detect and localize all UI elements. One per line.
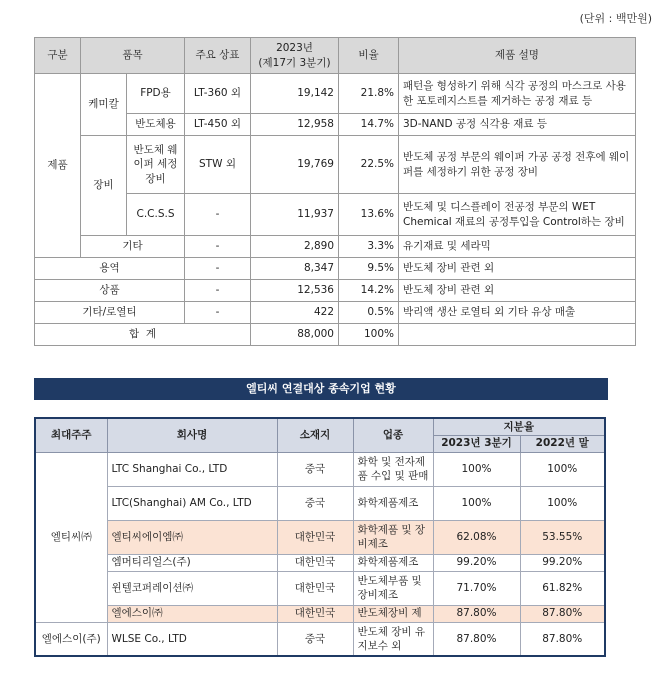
location-cell: 대한민국 <box>277 571 353 605</box>
share-2022-cell: 87.80% <box>520 622 605 656</box>
item-cell: 반도체 웨이퍼 세정장비 <box>127 136 185 194</box>
amount-cell: 11,937 <box>251 194 339 236</box>
header-major-holder: 최대주주 <box>35 418 107 452</box>
group-products: 제품 <box>35 74 81 258</box>
header-amount <box>251 38 339 74</box>
ratio-cell: 22.5% <box>339 136 399 194</box>
header-amount-line2: (제17기 3분기) <box>258 56 331 69</box>
company-cell: WLSE Co., LTD <box>107 622 277 656</box>
share-q3-cell: 71.70% <box>433 571 520 605</box>
table-row <box>35 236 636 258</box>
table2-header-row <box>35 418 605 435</box>
ratio-cell: 14.2% <box>339 280 399 302</box>
table-row <box>35 452 605 486</box>
share-q3-cell: 87.80% <box>433 622 520 656</box>
header-share: 지분율 <box>433 418 605 435</box>
company-cell: 윈텔코퍼레이션㈜ <box>107 571 277 605</box>
ratio-cell: 21.8% <box>339 74 399 114</box>
ratio-cell: 3.3% <box>339 236 399 258</box>
company-cell: 엠머티리얼스(주) <box>107 554 277 571</box>
business-cell: 화학제품제조 <box>353 486 433 520</box>
location-cell: 중국 <box>277 486 353 520</box>
amount-cell: 19,142 <box>251 74 339 114</box>
header-item: 품목 <box>81 38 185 74</box>
business-cell: 화학제품 및 장비제조 <box>353 520 433 554</box>
item-cell: 용역 <box>35 258 185 280</box>
table-row <box>35 136 636 194</box>
share-q3-cell: 100% <box>433 486 520 520</box>
item-cell: C.C.S.S <box>127 194 185 236</box>
table-row <box>35 302 636 324</box>
brand-cell: LT-450 외 <box>185 114 251 136</box>
brand-cell: LT-360 외 <box>185 74 251 114</box>
item-cell: 기타/로열티 <box>35 302 185 324</box>
total-amount: 88,000 <box>251 324 339 346</box>
total-row <box>35 324 636 346</box>
brand-cell: STW 외 <box>185 136 251 194</box>
holder-lse: 엘에스이(주) <box>35 622 107 656</box>
description-cell: 반도체 장비 관련 외 <box>399 280 636 302</box>
share-q3-cell: 100% <box>433 452 520 486</box>
share-2022-cell: 100% <box>520 452 605 486</box>
header-company: 회사명 <box>107 418 277 452</box>
description-cell: 반도체 장비 관련 외 <box>399 258 636 280</box>
table-row <box>35 571 605 605</box>
total-label: 합 계 <box>35 324 251 346</box>
business-cell: 반도체장비 제 <box>353 605 433 622</box>
header-end-2022: 2022년 말 <box>520 435 605 452</box>
location-cell: 대한민국 <box>277 520 353 554</box>
table-row <box>35 622 605 656</box>
description-cell: 3D-NAND 공정 식각용 재료 등 <box>399 114 636 136</box>
amount-cell: 8,347 <box>251 258 339 280</box>
business-cell: 반도체부품 및 장비제조 <box>353 571 433 605</box>
ratio-cell: 13.6% <box>339 194 399 236</box>
header-description: 제품 설명 <box>399 38 636 74</box>
product-sales-table <box>34 37 636 346</box>
share-q3-cell: 99.20% <box>433 554 520 571</box>
brand-cell: - <box>185 236 251 258</box>
item-cell: 기타 <box>81 236 185 258</box>
share-2022-cell: 61.82% <box>520 571 605 605</box>
company-cell: 엘에스이㈜ <box>107 605 277 622</box>
table-row <box>35 520 605 554</box>
table-row <box>35 605 605 622</box>
item-cell: 상품 <box>35 280 185 302</box>
table-row <box>35 554 605 571</box>
total-description <box>399 324 636 346</box>
ratio-cell: 0.5% <box>339 302 399 324</box>
description-cell: 박리액 생산 로열티 외 기타 유상 매출 <box>399 302 636 324</box>
header-location: 소재지 <box>277 418 353 452</box>
total-ratio: 100% <box>339 324 399 346</box>
table-row <box>35 258 636 280</box>
amount-cell: 12,958 <box>251 114 339 136</box>
item-cell: FPD용 <box>127 74 185 114</box>
share-q3-cell: 62.08% <box>433 520 520 554</box>
brand-cell: - <box>185 258 251 280</box>
company-cell: LTC Shanghai Co., LTD <box>107 452 277 486</box>
description-cell: 반도체 공정 부문의 웨이퍼 가공 공정 전후에 웨이퍼를 세정하기 위한 공정 장비 <box>399 136 636 194</box>
amount-cell: 19,769 <box>251 136 339 194</box>
share-2022-cell: 99.20% <box>520 554 605 571</box>
header-ratio: 비율 <box>339 38 399 74</box>
ratio-cell: 9.5% <box>339 258 399 280</box>
header-category: 구분 <box>35 38 81 74</box>
subsidiaries-table <box>34 417 606 657</box>
share-2022-cell: 87.80% <box>520 605 605 622</box>
amount-cell: 2,890 <box>251 236 339 258</box>
table1-header-row <box>35 38 636 74</box>
company-cell: 엘티씨에이엠㈜ <box>107 520 277 554</box>
group-chemical: 케미칼 <box>81 74 127 136</box>
share-q3-cell: 87.80% <box>433 605 520 622</box>
business-cell: 반도체 장비 유지보수 외 <box>353 622 433 656</box>
ratio-cell: 14.7% <box>339 114 399 136</box>
amount-cell: 12,536 <box>251 280 339 302</box>
brand-cell: - <box>185 302 251 324</box>
table-row <box>35 280 636 302</box>
unit-note: (단위 : 백만원) <box>579 12 652 25</box>
business-cell: 화학제품제조 <box>353 554 433 571</box>
share-2022-cell: 100% <box>520 486 605 520</box>
brand-cell: - <box>185 194 251 236</box>
table-row <box>35 74 636 114</box>
share-2022-cell: 53.55% <box>520 520 605 554</box>
description-cell: 패턴을 형성하기 위해 식각 공정의 마스크로 사용한 포토레지스트를 제거하는 공정 재료 등 <box>399 74 636 114</box>
brand-cell: - <box>185 280 251 302</box>
company-cell: LTC(Shanghai) AM Co., LTD <box>107 486 277 520</box>
amount-cell: 422 <box>251 302 339 324</box>
location-cell: 중국 <box>277 622 353 656</box>
header-brand: 주요 상표 <box>185 38 251 74</box>
description-cell: 유기재료 및 세라믹 <box>399 236 636 258</box>
location-cell: 중국 <box>277 452 353 486</box>
business-cell: 화학 및 전자제품 수입 및 판매 <box>353 452 433 486</box>
group-equipment: 장비 <box>81 136 127 236</box>
subsidiaries-banner: 엘티씨 연결대상 종속기업 현황 <box>34 378 608 400</box>
location-cell: 대한민국 <box>277 605 353 622</box>
location-cell: 대한민국 <box>277 554 353 571</box>
header-q3-2023: 2023년 3분기 <box>433 435 520 452</box>
table-row <box>35 486 605 520</box>
holder-ltc: 엘티씨㈜ <box>35 452 107 622</box>
item-cell: 반도체용 <box>127 114 185 136</box>
header-amount-line1: 2023년 <box>276 42 313 55</box>
description-cell: 반도체 및 디스플레이 전공정 부문의 WET Chemical 재료의 공정투입을 Control하는 장비 <box>399 194 636 236</box>
header-business: 업종 <box>353 418 433 452</box>
